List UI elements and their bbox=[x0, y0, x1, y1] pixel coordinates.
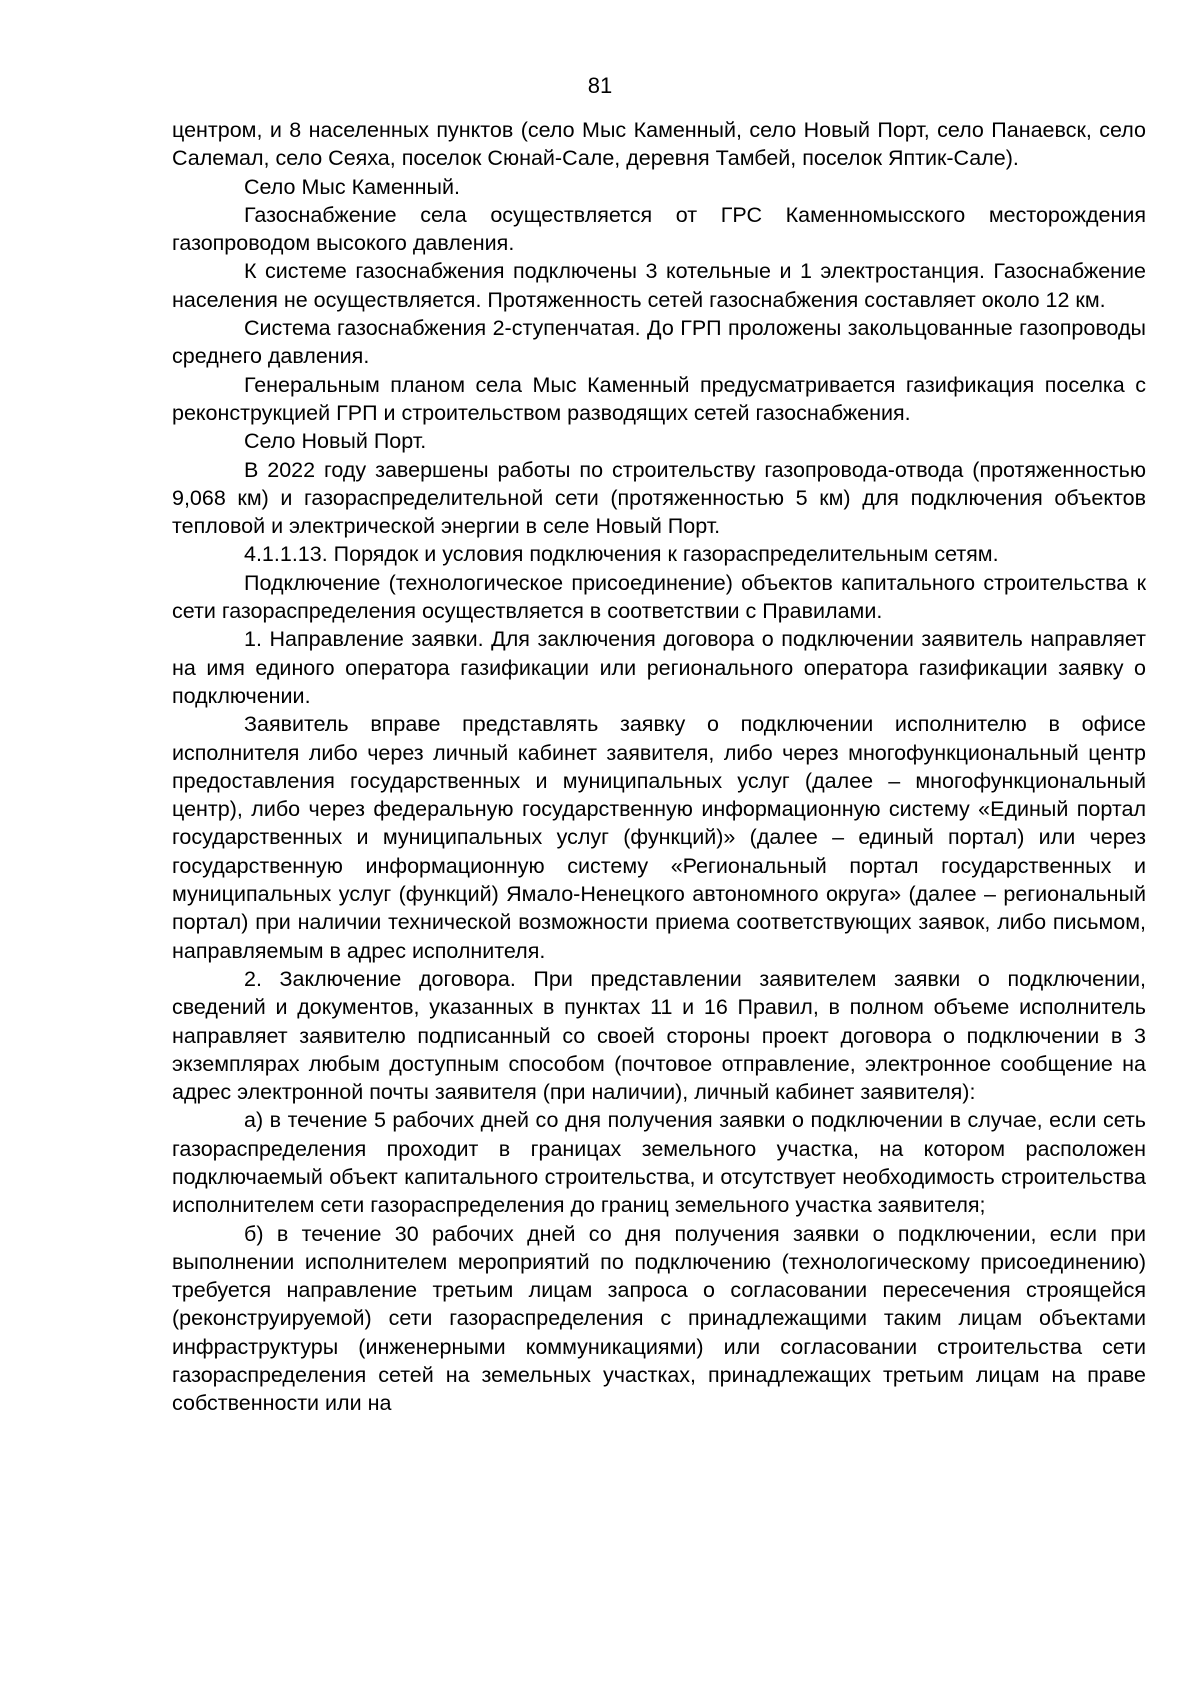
document-body bbox=[172, 116, 1146, 1418]
page-number: 81 bbox=[587, 73, 613, 98]
paragraph: Село Мыс Каменный. bbox=[244, 174, 460, 199]
paragraph: 4.1.1.13. Порядок и условия подключения к газораспределительным сетям. bbox=[244, 542, 999, 567]
paragraph: Село Новый Порт. bbox=[244, 429, 427, 454]
paragraph: К системе газоснабжения подключены 3 котельные и 1 электростанция. Газоснабжение населения не осуществляется. Протяженность сетей газоснабжения составляет около 12 км. bbox=[172, 259, 1146, 312]
paragraph: Генеральным планом села Мыс Каменный предусматривается газификация поселка с реконструкцией ГРП и строительством разводящих сетей газоснабжения. bbox=[172, 372, 1146, 425]
paragraph: 1. Направление заявки. Для заключения договора о подключении заявитель направляет на имя единого оператора газификации или регионального оператора газификации заявку о подключении. bbox=[172, 627, 1146, 708]
paragraph: 2. Заключение договора. При представлении заявителем заявки о подключении, сведений и документов, указанных в пунктах 11 и 16 Правил, в полном объеме исполнитель направляет заявителю подписанный со своей стороны проект договора о подключении в 3 экземплярах любым доступным способом (почтовое отправление, электронное сообщение на адрес электронной почты заявителя (при наличии), личный кабинет заявителя): bbox=[172, 966, 1146, 1105]
paragraph: В 2022 году завершены работы по строительству газопровода-отвода (протяженностью 9,068 км) и газораспределительной сети (протяженностью 5 км) для подключения объектов тепловой и электрической энергии в селе Новый Порт. bbox=[172, 457, 1146, 539]
paragraph: б) в течение 30 рабочих дней со дня получения заявки о подключении, если при выполнении исполнителем мероприятий по подключению (технологическому присоединению) требуется направление третьим лицам запроса о согласовании пересечения строящейся (реконструируемой) сети газораспределения с принадлежащими таким лицам объектами инфраструктуры (инженерными коммуникациями) или согласовании строительства сети газораспределения сетей на земельных участках, принадлежащих третьим лицам на праве собственности или на bbox=[172, 1221, 1146, 1416]
paragraph: а) в течение 5 рабочих дней со дня получения заявки о подключении в случае, если сеть газораспределения проходит в границах земельного участка, на котором расположен подключаемый объект капитального строительства, и отсутствует необходимость строительства исполнителем сети газораспределения до границ земельного участка заявителя; bbox=[172, 1108, 1146, 1218]
paragraph: Подключение (технологическое присоединение) объектов капитального строительства к сети газораспределения осуществляется в соответствии с Правилами. bbox=[172, 570, 1146, 624]
paragraph: Система газоснабжения 2-ступенчатая. До ГРП проложены закольцованные газопроводы среднего давления. bbox=[172, 316, 1146, 369]
paragraph: центром, и 8 населенных пунктов (село Мыс Каменный, село Новый Порт, село Панаевск, село Салемал, село Сеяха, поселок Сюнай-Сале, деревня Тамбей, поселок Яптик-Сале). bbox=[172, 118, 1146, 171]
paragraph: Газоснабжение села осуществляется от ГРС Каменномысского месторождения газопроводом высокого давления. bbox=[172, 202, 1146, 256]
paragraph: Заявитель вправе представлять заявку о подключении исполнителю в офисе исполнителя либо через личный кабинет заявителя, либо через многофункциональный центр предоставления государственных и муниципальных услуг (далее – многофункциональный центр), либо через федеральную государственную информационную систему «Единый портал государственных и муниципальных услуг (функций)» (далее – единый портал) или через государственную информационную систему «Региональный портал государственных и муниципальных услуг (функций) Ямало-Ненецкого автономного округа» (далее – региональный портал) при наличии технической возможности приема соответствующих заявок, либо письмом, направляемым в адрес исполнителя. bbox=[172, 712, 1146, 963]
